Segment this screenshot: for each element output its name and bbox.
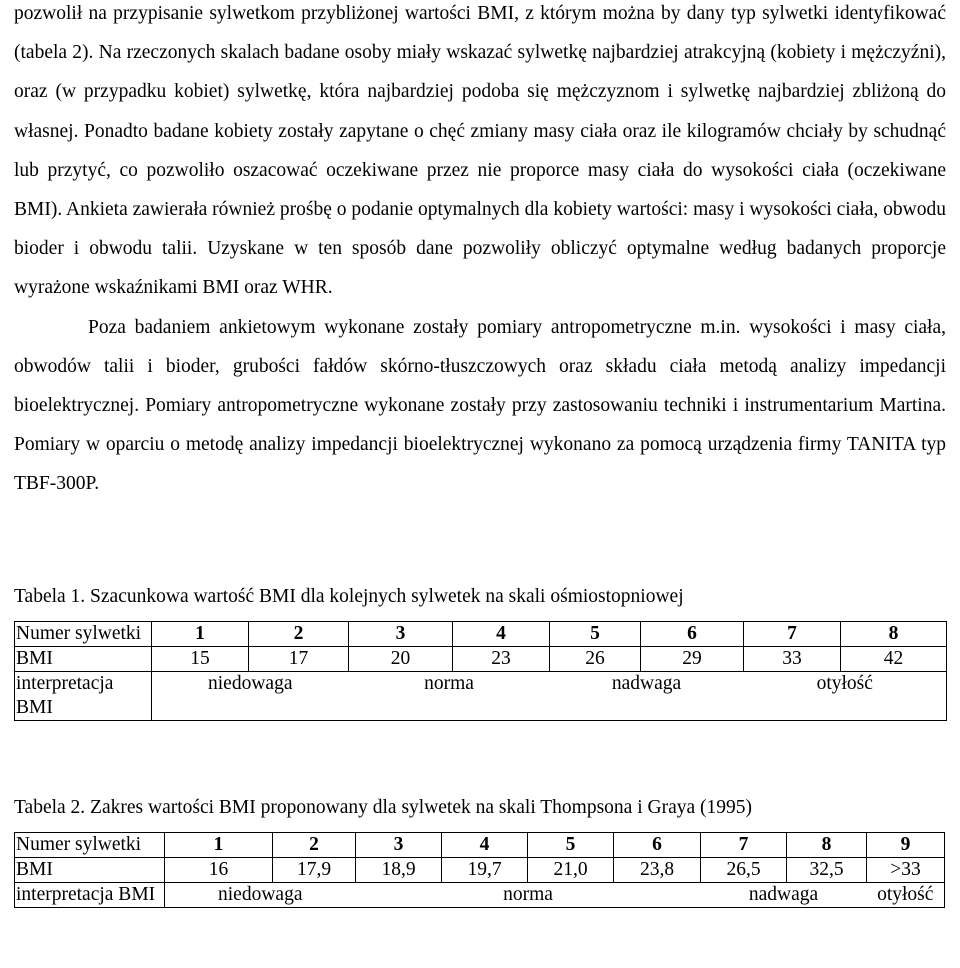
document-page	[14, 0, 946, 905]
table-2-number-cell: 8	[787, 833, 867, 858]
table-1-number-row	[15, 622, 947, 647]
table-1-number-label: Numer sylwetki	[15, 622, 152, 647]
table-2	[14, 832, 945, 908]
table-1-number-cell: 5	[550, 622, 641, 647]
table-2-bmi-cell: 23,8	[614, 858, 701, 883]
table-1-number-cell: 3	[349, 622, 453, 647]
table-2-interpretation-cell: norma	[356, 883, 701, 908]
table-2-number-cell: 5	[528, 833, 614, 858]
table-1-number-cell: 6	[641, 622, 744, 647]
table-1-bmi-cell: 33	[744, 647, 841, 672]
table-1-number-cell: 2	[249, 622, 349, 647]
table-1-interpretation-label: interpretacja BMI	[15, 672, 152, 721]
table-1-interpretation-cell: niedowaga	[152, 672, 349, 721]
table-2-number-cell: 7	[701, 833, 787, 858]
table-1-caption: Tabela 1. Szacunkowa wartość BMI dla kolejnych sylwetek na skali ośmiostopniowej	[14, 586, 684, 607]
table-2-bmi-cell: 19,7	[442, 858, 528, 883]
table-1-interpretation-cell: norma	[349, 672, 550, 721]
table-1-bmi-cell: 23	[453, 647, 550, 672]
table-1-bmi-cell: 26	[550, 647, 641, 672]
table-2-bmi-row	[15, 858, 945, 883]
body-paragraph-2: Poza badaniem ankietowym wykonane zostały pomiary antropometryczne m.in. wysokości i masy ciała, obwodów talii i bioder, grubości fałdów skórno-tłuszczowych oraz składu ciała metodą analizy impedancji bioelektrycznej. Pomiary antropometryczne wykonane zostały przy zastosowaniu techniki i instrumentarium Martina. Pomiary w oparciu o metodę analizy impedancji bioelektrycznej wykonano za pomocą urządzenia firmy TANITA typ TBF-300P.	[14, 316, 946, 495]
table-1-number-cell: 4	[453, 622, 550, 647]
table-1-bmi-cell: 20	[349, 647, 453, 672]
table-2-bmi-cell: 16	[165, 858, 273, 883]
table-2-number-cell: 3	[356, 833, 442, 858]
table-2-bmi-cell: 17,9	[273, 858, 356, 883]
table-1-bmi-label: BMI	[15, 647, 152, 672]
table-1-bmi-cell: 42	[841, 647, 947, 672]
table-2-interpretation-label: interpretacja BMI	[15, 883, 165, 908]
table-2-number-cell: 6	[614, 833, 701, 858]
table-1-bmi-row	[15, 647, 947, 672]
table-1-number-cell: 8	[841, 622, 947, 647]
table-1-bmi-cell: 15	[152, 647, 249, 672]
table-2-caption: Tabela 2. Zakres wartości BMI proponowany dla sylwetek na skali Thompsona i Graya (1995)	[14, 797, 753, 818]
table-2-bmi-cell: >33	[867, 858, 945, 883]
table-1-interpretation-cell: nadwaga	[550, 672, 744, 721]
table-2-bmi-cell: 18,9	[356, 858, 442, 883]
table-2-number-label: Numer sylwetki	[15, 833, 165, 858]
table-2-number-cell: 4	[442, 833, 528, 858]
table-1-interpretation-cell: otyłość	[744, 672, 947, 721]
table-1-number-cell: 7	[744, 622, 841, 647]
table-2-number-cell: 9	[867, 833, 945, 858]
body-paragraph-1: pozwolił na przypisanie sylwetkom przybliżonej wartości BMI, z którym można by dany typ sylwetki identyfikować (tabela 2). Na rzeczonych skalach badane osoby miały wskazać sylwetkę najbardziej atrakcyjną (kobiety i mężczyźni), oraz (w przypadku kobiet) sylwetkę, która najbardziej podoba się mężczyznom i sylwetkę najbardziej zbliżoną do własnej. Ponadto badane kobiety zostały zapytane o chęć zmiany masy ciała oraz ile kilogramów chciały by schudnąć lub przytyć, co pozwoliło oszacować oczekiwane przez nie proporce masy ciała do wysokości ciała (oczekiwane BMI). Ankieta zawierała również prośbę o podanie optymalnych dla kobiety wartości: masy i wysokości ciała, obwodu bioder i obwodu talii. Uzyskane w ten sposób dane pozwoliły obliczyć optymalne według badanych proporcje wyrażone wskaźnikami BMI oraz WHR.	[14, 3, 946, 299]
table-2-bmi-label: BMI	[15, 858, 165, 883]
table-1-number-cell: 1	[152, 622, 249, 647]
table-2-interpretation-row	[15, 883, 945, 908]
table-2-number-cell: 2	[273, 833, 356, 858]
table-1-interpretation-row	[15, 672, 947, 721]
table-1-bmi-cell: 29	[641, 647, 744, 672]
table-2-bmi-cell: 26,5	[701, 858, 787, 883]
table-2-number-row	[15, 833, 945, 858]
table-2-interpretation-cell: nadwaga	[701, 883, 867, 908]
table-1	[14, 621, 947, 721]
table-2-interpretation-cell: niedowaga	[165, 883, 356, 908]
table-1-bmi-cell: 17	[249, 647, 349, 672]
table-2-bmi-cell: 21,0	[528, 858, 614, 883]
table-2-interpretation-cell: otyłość	[867, 883, 945, 908]
table-2-number-cell: 1	[165, 833, 273, 858]
table-2-bmi-cell: 32,5	[787, 858, 867, 883]
